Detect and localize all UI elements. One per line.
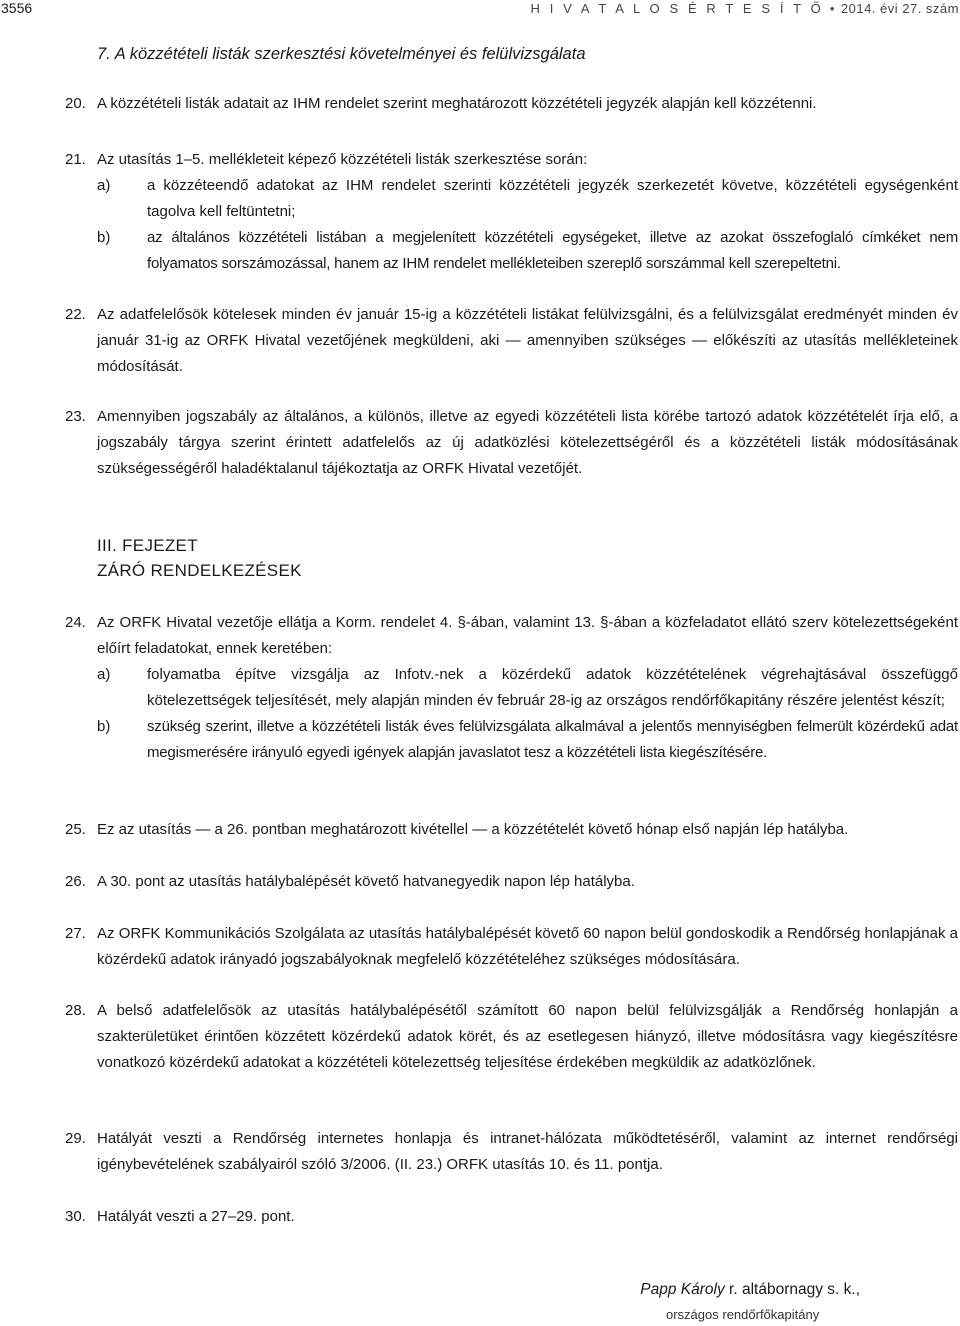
paragraph-number: 26. <box>65 873 86 890</box>
paragraph-24 <box>65 610 958 766</box>
running-header <box>0 0 960 22</box>
issue-number: 2014. évi 27. szám <box>840 1 959 16</box>
list-text: az általános közzétételi listában a megjelenített közzétételi egységeket, illetve az azokat összefoglaló címkéket nem folyamatos sorszámozással, hanem az IHM rendelet mellékleteiben szereplő sorszámmal kell szerepeltetni. <box>147 229 958 272</box>
signature-line <box>640 1281 860 1299</box>
paragraph-text: Ez az utasítás — a 26. pontban meghatározott kivétellel — a közzétételét követő hónap első napján lép hatályba. <box>97 821 849 838</box>
paragraph-22 <box>65 302 958 380</box>
paragraph-text: Hatályát veszti a 27–29. pont. <box>97 1208 295 1225</box>
list-label: a) <box>97 177 111 194</box>
paragraph-number: 22. <box>65 306 86 323</box>
paragraph-text: A közzétételi listák adatait az IHM rendelet szerint meghatározott közzétételi jegyzék alapján kell közzétenni. <box>97 95 817 112</box>
section-title: 7. A közzétételi listák szerkesztési követelményei és felülvizsgálata <box>97 45 586 63</box>
paragraph-text: Az ORFK Hivatal vezetője ellátja a Korm. rendelet 4. §-ában, valamint 13. §-ában a közfeladatot ellátó szerv kötelezettségeként előírt feladatokat, ennek keretében: <box>97 614 958 657</box>
paragraph-text: Az utasítás 1–5. mellékleteit képező közzétételi listák szerkesztése során: <box>97 151 588 168</box>
list-item-b <box>97 714 958 766</box>
publication-title: H I V A T A L O S É R T E S Í T Ő <box>530 1 824 16</box>
paragraph-text: Az adatfelelősök kötelesek minden év január 15-ig a közzétételi listákat felülvizsgálni, és a felülvizsgálat eredményét minden év január 31-ig az ORFK Hivatal vezetőjének megküldeni, aki — amennyiben szükséges — előkészíti az utasítás mellékleteinek módosítását. <box>97 306 958 375</box>
paragraph-28 <box>65 998 958 1076</box>
separator-dot-icon: • <box>829 1 835 16</box>
paragraph-30 <box>65 1204 958 1230</box>
page-number: 3556 <box>1 0 33 16</box>
paragraph-text: Az ORFK Kommunikációs Szolgálata az utasítás hatálybalépését követő 60 napon belül gondoskodik a Rendőrség honlapjának a közérdekű adatok irányadó jogszabályoknak megfelelő közzétételéhez szükséges módosítására. <box>97 925 958 968</box>
paragraph-23 <box>65 404 958 482</box>
paragraph-number: 20. <box>65 95 86 112</box>
list-item-b <box>97 225 958 277</box>
paragraph-27 <box>65 921 958 973</box>
list-item-a <box>97 662 958 714</box>
list-text: a közzéteendő adatokat az IHM rendelet szerinti közzétételi jegyzék szerkezetét követve, közzétételi egységenként tagolva kell feltüntetni; <box>147 177 958 220</box>
paragraph-number: 30. <box>65 1208 86 1225</box>
publication-info <box>531 1 960 16</box>
list-label: b) <box>97 229 111 246</box>
list-label: a) <box>97 666 111 683</box>
signatory-rank: r. altábornagy s. k., <box>724 1281 860 1298</box>
chapter-number: III. FEJEZET <box>97 536 198 555</box>
signatory-name: Papp Károly <box>640 1281 725 1298</box>
list-text: folyamatba építve vizsgálja az Infotv.-nek a közérdekű adatok közzétételének végrehajtásával összefüggő kötelezettségek teljesítését, mely alapján minden év február 28-ig az országos rendőrfőkapitány részére jelentést készít; <box>147 666 958 709</box>
paragraph-text: A belső adatfelelősök az utasítás hatálybalépésétől számított 60 napon belül felülvizsgálják a Rendőrség honlapján a szakterületüket érintően közzétett közérdekű adatok körét, és az esetlegesen hiányzó, illetve módosításra vagy kiegészítésre vonatkozó közérdekű adatokat a közzétételi kötelezettség teljesítése érdekében megküldik az adatközlőnek. <box>97 1002 958 1071</box>
paragraph-29 <box>65 1126 958 1178</box>
chapter-title: ZÁRÓ RENDELKEZÉSEK <box>97 561 302 580</box>
paragraph-number: 24. <box>65 614 86 631</box>
paragraph-text: Amennyiben jogszabály az általános, a különös, illetve az egyedi közzétételi lista körébe tartozó adatok közzétételét írja elő, a jogszabály tárgya szerint érintett adatfelelős az új adatközlési kötelezettségéről és a közzétételi listák módosításának szükségességéről haladéktalanul tájékoztatja az ORFK Hivatal vezetőjét. <box>97 408 958 477</box>
paragraph-number: 25. <box>65 821 86 838</box>
paragraph-number: 28. <box>65 1002 86 1019</box>
paragraph-26 <box>65 869 958 895</box>
paragraph-21 <box>65 147 958 277</box>
paragraph-20 <box>65 91 958 117</box>
list-text: szükség szerint, illetve a közzétételi listák éves felülvizsgálata alkalmával a jelentős mennyiségben felmerült közérdekű adat megismerésére irányuló egyedi igények alapján javaslatot tesz a közzétételi lista kiegészítésére. <box>147 718 958 761</box>
paragraph-number: 23. <box>65 408 86 425</box>
signatory-title: országos rendőrfőkapitány <box>666 1307 820 1322</box>
paragraph-number: 27. <box>65 925 86 942</box>
paragraph-25 <box>65 817 958 843</box>
paragraph-text: A 30. pont az utasítás hatálybalépését követő hatvanegyedik napon lép hatályba. <box>97 873 635 890</box>
paragraph-number: 29. <box>65 1130 86 1147</box>
list-item-a <box>97 173 958 225</box>
list-label: b) <box>97 718 111 735</box>
paragraph-text: Hatályát veszti a Rendőrség internetes honlapja és intranet-hálózata működtetéséről, valamint az internet rendőrségi igénybevételének szabályairól szóló 3/2006. (II. 23.) ORFK utasítás 10. és 11. pontja. <box>97 1130 958 1173</box>
paragraph-number: 21. <box>65 151 86 168</box>
